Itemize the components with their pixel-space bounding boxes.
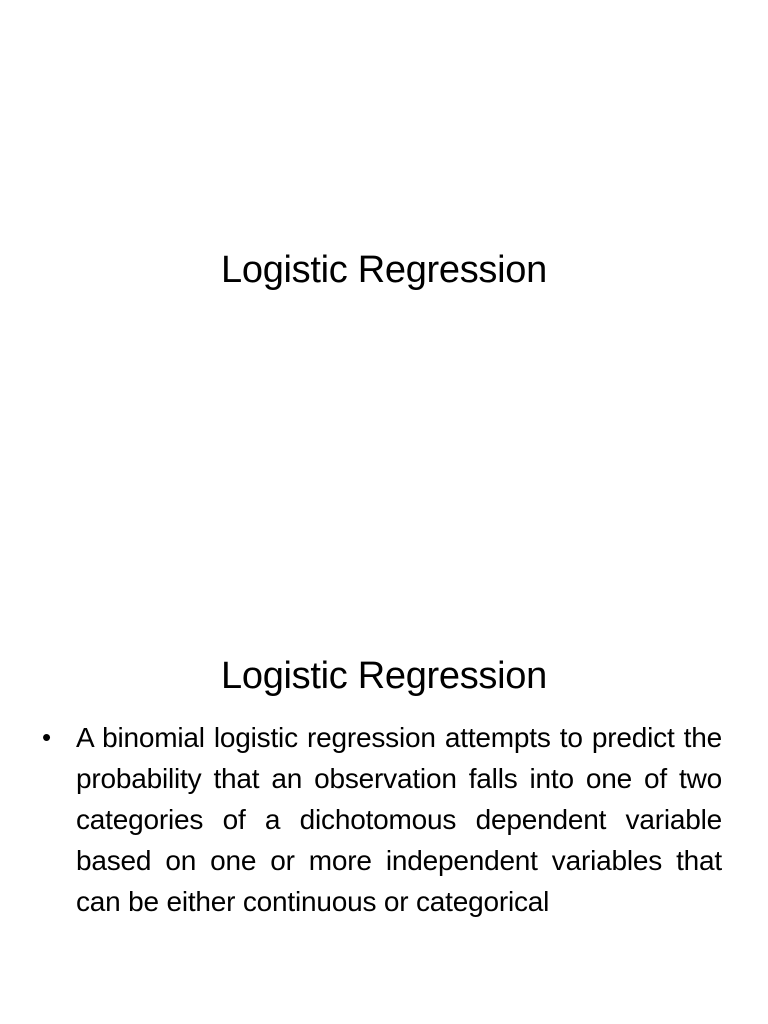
- bullet-text: A binomial logistic regression attempts to predict the probability that an observation falls into one of two categories of a dichotomous dependent variable based on one or more independent variables that can be either continuous or categorical: [76, 722, 722, 917]
- content-slide: [0, 512, 768, 1024]
- bullet-item: [42, 717, 722, 922]
- bullet-list: [42, 717, 722, 922]
- bullet-marker: •: [42, 722, 51, 752]
- slide-title: Logistic Regression: [221, 249, 547, 292]
- slide-title: Logistic Regression: [221, 655, 547, 698]
